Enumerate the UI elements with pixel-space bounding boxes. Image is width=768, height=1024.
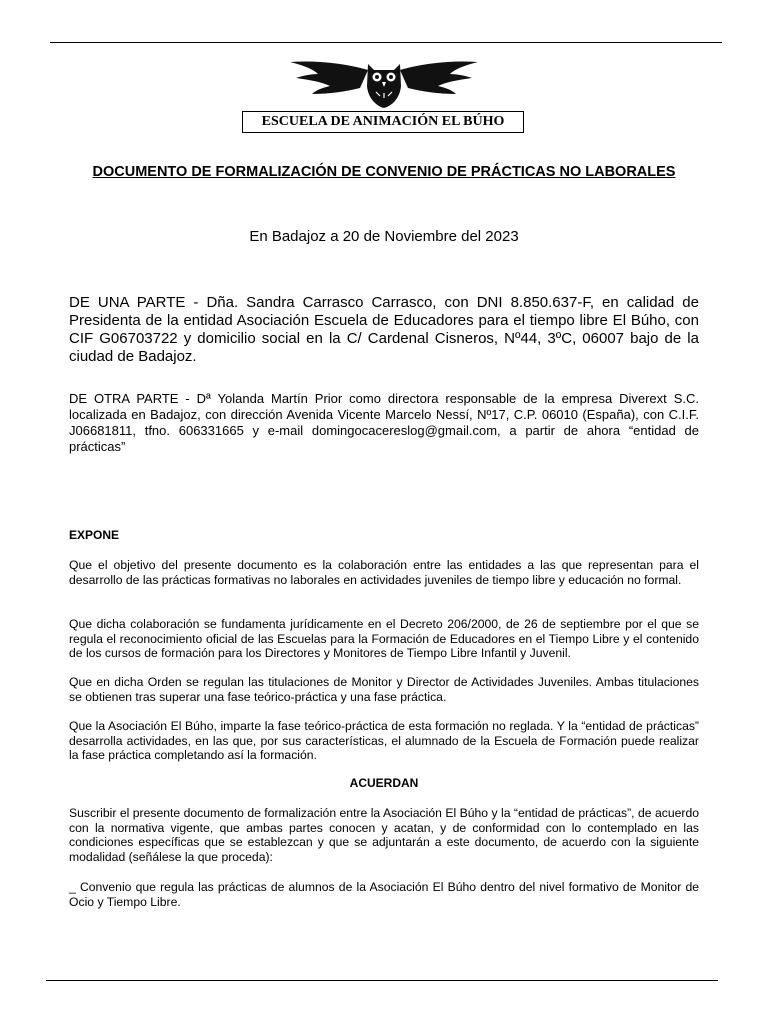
acuerdan-paragraph: Suscribir el presente documento de formalización entre la Asociación El Búho y la “entidad de prácticas”, de acuerdo con la normativa vigente, que ambas partes conocen y acatan, y de conformidad con lo contemplado en las condiciones específicas que se establezcan y que se adjuntarán a este documento, de acuerdo con la siguiente modalidad (señálese la que proceda): xyxy=(69,806,699,864)
top-rule xyxy=(50,42,722,43)
document-title: DOCUMENTO DE FORMALIZACIÓN DE CONVENIO DE PRÁCTICAS NO LABORALES xyxy=(92,164,676,180)
expone-heading: EXPONE xyxy=(69,528,120,542)
expone-paragraph-1: Que el objetivo del presente documento es la colaboración entre las entidades a las que representan para el desarrollo de las prácticas formativas no laborales en actividades juveniles de tiempo libre y educación no formal. xyxy=(69,558,699,587)
date-line: En Badajoz a 20 de Noviembre del 2023 xyxy=(249,228,519,245)
expone-paragraph-2: Que dicha colaboración se fundamenta jurídicamente en el Decreto 206/2000, de 26 de septiembre por el que se regula el reconocimiento oficial de las Escuelas para la Formación de Educadores en el Tiempo Libre y el contenido de los cursos de formación para los Directores y Monitores de Tiempo Libre Infantil y Juvenil. xyxy=(69,617,699,660)
expone-paragraph-3: Que en dicha Orden se regulan las titulaciones de Monitor y Director de Actividades Juveniles. Ambas titulaciones se obtienen tras superar una fase teórico-práctica y una fase práctica. xyxy=(69,675,699,704)
party-two-paragraph: DE OTRA PARTE - Dª Yolanda Martín Prior como directora responsable de la empresa Diverext S.C. localizada en Badajoz, con dirección Avenida Vicente Marcelo Nessí, Nº17, C.P. 06010 (España), con C.I.F. J06681811, tfno. 606331665 y e-mail domingocacereslog@gmail.com, a partir de ahora “entidad de prácticas” xyxy=(69,391,699,454)
bottom-rule xyxy=(46,980,718,981)
expone-paragraph-4: Que la Asociación El Búho, imparte la fase teórico-práctica de esta formación no reglada. Y la “entidad de prácticas” desarrolla actividades, en las que, por sus características, el alumnado de la Escuela de Formación puede realizar la fase práctica completando así la formación. xyxy=(69,719,699,762)
owl-logo-icon xyxy=(288,56,480,110)
party-one-paragraph: DE UNA PARTE - Dña. Sandra Carrasco Carrasco, con DNI 8.850.637-F, en calidad de Presidenta de la entidad Asociación Escuela de Educadores para el tiempo libre El Búho, con CIF G06703722 y domicilio social en la C/ Cardenal Cisneros, Nº44, 3ºC, 06007 bajo de la ciudad de Badajoz. xyxy=(69,294,699,365)
modality-option-1: _ Convenio que regula las prácticas de alumnos de la Asociación El Búho dentro del nivel formativo de Monitor de Ocio y Tiempo Libre. xyxy=(69,880,699,909)
acuerdan-heading: ACUERDAN xyxy=(349,776,419,790)
school-name: ESCUELA DE ANIMACIÓN EL BÚHO xyxy=(261,114,505,129)
school-name-box xyxy=(242,111,524,133)
